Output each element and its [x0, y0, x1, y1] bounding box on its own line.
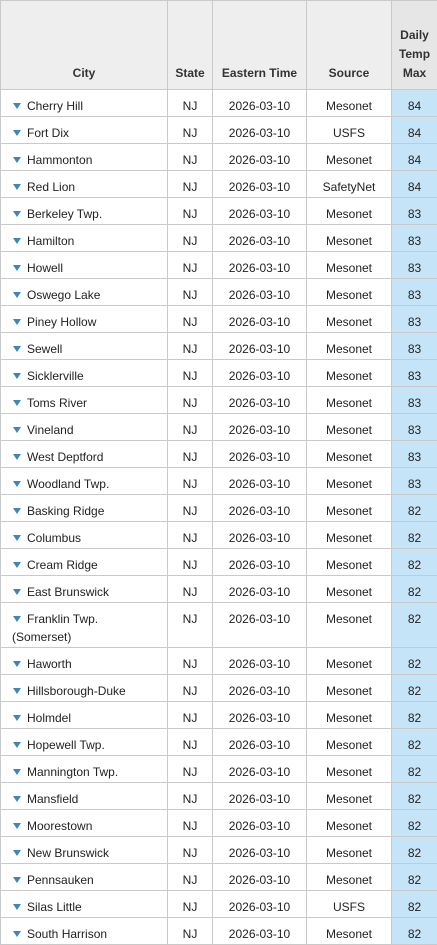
temp-header-line-3: Max [403, 66, 426, 80]
cell-eastern-time: 2026-03-10 [213, 675, 307, 702]
cell-state: NJ [168, 495, 213, 522]
cell-city[interactable] [1, 225, 168, 252]
cell-eastern-time: 2026-03-10 [213, 117, 307, 144]
cell-state: NJ [168, 306, 213, 333]
cell-source: Mesonet [307, 468, 392, 495]
cell-city[interactable] [1, 468, 168, 495]
cell-city[interactable] [1, 864, 168, 891]
cell-eastern-time: 2026-03-10 [213, 279, 307, 306]
table-row[interactable] [1, 576, 437, 603]
cell-state: NJ [168, 864, 213, 891]
triangle-down-icon[interactable] [13, 292, 21, 298]
triangle-down-icon[interactable] [13, 508, 21, 514]
cell-eastern-time: 2026-03-10 [213, 603, 307, 648]
table-row[interactable] [1, 729, 437, 756]
table-row[interactable] [1, 864, 437, 891]
cell-daily-temp-max: 82 [392, 756, 437, 783]
cell-daily-temp-max: 82 [392, 783, 437, 810]
cell-source: Mesonet [307, 756, 392, 783]
cell-city[interactable] [1, 171, 168, 198]
cell-city[interactable] [1, 576, 168, 603]
cell-eastern-time: 2026-03-10 [213, 891, 307, 918]
cell-daily-temp-max: 82 [392, 810, 437, 837]
cell-source: Mesonet [307, 549, 392, 576]
city-name: East Brunswick [27, 585, 109, 599]
cell-state: NJ [168, 522, 213, 549]
triangle-down-icon[interactable] [13, 211, 21, 217]
triangle-down-icon[interactable] [13, 103, 21, 109]
triangle-down-icon[interactable] [13, 319, 21, 325]
city-name: Toms River [27, 396, 87, 410]
cell-daily-temp-max: 82 [392, 576, 437, 603]
header-row [1, 1, 437, 90]
cell-state: NJ [168, 468, 213, 495]
cell-state: NJ [168, 252, 213, 279]
cell-state: NJ [168, 333, 213, 360]
city-name: Woodland Twp. [27, 477, 109, 491]
cell-eastern-time: 2026-03-10 [213, 252, 307, 279]
cell-city[interactable] [1, 891, 168, 918]
cell-daily-temp-max: 82 [392, 864, 437, 891]
cell-eastern-time: 2026-03-10 [213, 756, 307, 783]
cell-state: NJ [168, 837, 213, 864]
table-row[interactable] [1, 918, 437, 945]
triangle-down-icon[interactable] [13, 796, 21, 802]
city-name-line-2: (Somerset) [12, 628, 167, 646]
triangle-down-icon[interactable] [13, 616, 21, 622]
triangle-down-icon[interactable] [13, 238, 21, 244]
table-row[interactable] [1, 144, 437, 171]
cell-source: Mesonet [307, 675, 392, 702]
table-row[interactable] [1, 441, 437, 468]
city-name: Berkeley Twp. [27, 207, 102, 221]
cell-daily-temp-max: 84 [392, 90, 437, 117]
triangle-down-icon[interactable] [13, 931, 21, 937]
city-name: Cream Ridge [27, 558, 98, 572]
cell-source: Mesonet [307, 144, 392, 171]
city-name: Holmdel [27, 711, 71, 725]
cell-daily-temp-max: 83 [392, 333, 437, 360]
cell-eastern-time: 2026-03-10 [213, 576, 307, 603]
cell-daily-temp-max: 82 [392, 522, 437, 549]
city-name: Oswego Lake [27, 288, 100, 302]
cell-daily-temp-max: 82 [392, 837, 437, 864]
table-row[interactable] [1, 360, 437, 387]
cell-eastern-time: 2026-03-10 [213, 702, 307, 729]
cell-city[interactable] [1, 90, 168, 117]
cell-eastern-time: 2026-03-10 [213, 837, 307, 864]
city-name: Howell [27, 261, 63, 275]
city-name: South Harrison [27, 927, 107, 941]
cell-city[interactable] [1, 360, 168, 387]
city-name: Sewell [27, 342, 62, 356]
cell-daily-temp-max: 83 [392, 387, 437, 414]
cell-eastern-time: 2026-03-10 [213, 918, 307, 945]
cell-city[interactable] [1, 441, 168, 468]
table-row[interactable] [1, 549, 437, 576]
cell-state: NJ [168, 918, 213, 945]
cell-eastern-time: 2026-03-10 [213, 549, 307, 576]
cell-state: NJ [168, 360, 213, 387]
cell-state: NJ [168, 414, 213, 441]
table-row[interactable] [1, 198, 437, 225]
table-row[interactable] [1, 783, 437, 810]
triangle-down-icon[interactable] [13, 715, 21, 721]
triangle-down-icon[interactable] [13, 688, 21, 694]
city-name: Piney Hollow [27, 315, 96, 329]
city-name: Red Lion [27, 180, 75, 194]
column-header-daily-temp-max[interactable] [392, 1, 437, 90]
triangle-down-icon[interactable] [13, 535, 21, 541]
cell-state: NJ [168, 225, 213, 252]
cell-city[interactable] [1, 306, 168, 333]
cell-source: Mesonet [307, 603, 392, 648]
city-name: Mansfield [27, 792, 78, 806]
cell-state: NJ [168, 702, 213, 729]
cell-source: Mesonet [307, 252, 392, 279]
city-name: Hammonton [27, 153, 92, 167]
triangle-down-icon[interactable] [13, 265, 21, 271]
triangle-down-icon[interactable] [13, 769, 21, 775]
cell-eastern-time: 2026-03-10 [213, 387, 307, 414]
cell-eastern-time: 2026-03-10 [213, 333, 307, 360]
city-name: Basking Ridge [27, 504, 104, 518]
cell-eastern-time: 2026-03-10 [213, 810, 307, 837]
cell-state: NJ [168, 90, 213, 117]
cell-state: NJ [168, 144, 213, 171]
triangle-down-icon[interactable] [13, 184, 21, 190]
cell-city[interactable] [1, 549, 168, 576]
cell-city[interactable] [1, 729, 168, 756]
cell-source: Mesonet [307, 783, 392, 810]
cell-source: Mesonet [307, 333, 392, 360]
cell-city[interactable] [1, 810, 168, 837]
cell-eastern-time: 2026-03-10 [213, 441, 307, 468]
cell-daily-temp-max: 84 [392, 144, 437, 171]
column-header-state[interactable]: State [168, 1, 213, 90]
city-name: Fort Dix [27, 126, 69, 140]
cell-source: USFS [307, 891, 392, 918]
triangle-down-icon[interactable] [13, 823, 21, 829]
triangle-down-icon[interactable] [13, 661, 21, 667]
cell-eastern-time: 2026-03-10 [213, 90, 307, 117]
table-body [1, 90, 437, 945]
city-name: Pennsauken [27, 873, 94, 887]
table-row[interactable] [1, 810, 437, 837]
cell-daily-temp-max: 83 [392, 306, 437, 333]
cell-state: NJ [168, 198, 213, 225]
city-name: West Deptford [27, 450, 103, 464]
table-row[interactable] [1, 702, 437, 729]
cell-eastern-time: 2026-03-10 [213, 198, 307, 225]
table-row[interactable] [1, 225, 437, 252]
temp-header-line-2: Temp [399, 47, 430, 61]
cell-source: Mesonet [307, 864, 392, 891]
triangle-down-icon[interactable] [13, 157, 21, 163]
cell-daily-temp-max: 83 [392, 441, 437, 468]
triangle-down-icon[interactable] [13, 346, 21, 352]
cell-state: NJ [168, 891, 213, 918]
cell-eastern-time: 2026-03-10 [213, 171, 307, 198]
cell-eastern-time: 2026-03-10 [213, 414, 307, 441]
cell-city[interactable] [1, 333, 168, 360]
column-header-city[interactable]: City [1, 1, 168, 90]
triangle-down-icon[interactable] [13, 481, 21, 487]
cell-daily-temp-max: 83 [392, 360, 437, 387]
cell-city[interactable] [1, 648, 168, 675]
table-row[interactable] [1, 117, 437, 144]
triangle-down-icon[interactable] [13, 877, 21, 883]
cell-state: NJ [168, 117, 213, 144]
triangle-down-icon[interactable] [13, 589, 21, 595]
table-row[interactable] [1, 171, 437, 198]
cell-source: Mesonet [307, 387, 392, 414]
cell-city[interactable] [1, 837, 168, 864]
cell-daily-temp-max: 82 [392, 729, 437, 756]
cell-state: NJ [168, 729, 213, 756]
cell-state: NJ [168, 783, 213, 810]
triangle-down-icon[interactable] [13, 400, 21, 406]
cell-daily-temp-max: 82 [392, 918, 437, 945]
triangle-down-icon[interactable] [13, 427, 21, 433]
cell-daily-temp-max: 83 [392, 468, 437, 495]
cell-daily-temp-max: 82 [392, 675, 437, 702]
table-row[interactable] [1, 468, 437, 495]
cell-eastern-time: 2026-03-10 [213, 225, 307, 252]
table-header [1, 1, 437, 90]
cell-eastern-time: 2026-03-10 [213, 864, 307, 891]
cell-source: Mesonet [307, 279, 392, 306]
triangle-down-icon[interactable] [13, 454, 21, 460]
table-row[interactable] [1, 837, 437, 864]
cell-city[interactable] [1, 387, 168, 414]
city-name: Columbus [27, 531, 81, 545]
triangle-down-icon[interactable] [13, 850, 21, 856]
cell-state: NJ [168, 441, 213, 468]
triangle-down-icon[interactable] [13, 562, 21, 568]
table-row[interactable] [1, 387, 437, 414]
cell-source: Mesonet [307, 729, 392, 756]
table-row[interactable] [1, 603, 437, 648]
cell-daily-temp-max: 84 [392, 117, 437, 144]
cell-city[interactable] [1, 756, 168, 783]
cell-daily-temp-max: 82 [392, 549, 437, 576]
cell-source: Mesonet [307, 810, 392, 837]
cell-daily-temp-max: 83 [392, 252, 437, 279]
cell-state: NJ [168, 648, 213, 675]
table-row[interactable] [1, 306, 437, 333]
cell-city[interactable] [1, 783, 168, 810]
city-name: Hopewell Twp. [27, 738, 105, 752]
cell-state: NJ [168, 675, 213, 702]
table-row[interactable] [1, 522, 437, 549]
city-name: Silas Little [27, 900, 82, 914]
city-name: Mannington Twp. [27, 765, 118, 779]
cell-city[interactable] [1, 918, 168, 945]
cell-eastern-time: 2026-03-10 [213, 468, 307, 495]
cell-city[interactable] [1, 414, 168, 441]
cell-city[interactable] [1, 675, 168, 702]
table-row[interactable] [1, 90, 437, 117]
cell-source: Mesonet [307, 360, 392, 387]
cell-state: NJ [168, 549, 213, 576]
cell-state: NJ [168, 810, 213, 837]
city-name: Sicklerville [27, 369, 84, 383]
table-row[interactable] [1, 675, 437, 702]
triangle-down-icon[interactable] [13, 742, 21, 748]
cell-source: Mesonet [307, 90, 392, 117]
city-name: Vineland [27, 423, 74, 437]
table-row[interactable] [1, 891, 437, 918]
cell-eastern-time: 2026-03-10 [213, 495, 307, 522]
temp-header-line-1: Daily [400, 28, 429, 42]
triangle-down-icon[interactable] [13, 904, 21, 910]
cell-source: Mesonet [307, 576, 392, 603]
triangle-down-icon[interactable] [13, 373, 21, 379]
cell-city[interactable] [1, 702, 168, 729]
cell-city[interactable] [1, 522, 168, 549]
cell-daily-temp-max: 82 [392, 891, 437, 918]
cell-city[interactable] [1, 144, 168, 171]
cell-daily-temp-max: 84 [392, 171, 437, 198]
cell-state: NJ [168, 576, 213, 603]
cell-eastern-time: 2026-03-10 [213, 360, 307, 387]
cell-source: Mesonet [307, 225, 392, 252]
cell-daily-temp-max: 82 [392, 603, 437, 648]
cell-daily-temp-max: 83 [392, 414, 437, 441]
cell-eastern-time: 2026-03-10 [213, 144, 307, 171]
cell-daily-temp-max: 82 [392, 648, 437, 675]
cell-city[interactable] [1, 117, 168, 144]
cell-city[interactable] [1, 252, 168, 279]
cell-city[interactable] [1, 495, 168, 522]
cell-daily-temp-max: 82 [392, 702, 437, 729]
cell-source: Mesonet [307, 414, 392, 441]
cell-source: SafetyNet [307, 171, 392, 198]
cell-source: Mesonet [307, 522, 392, 549]
cell-source: Mesonet [307, 648, 392, 675]
cell-source: Mesonet [307, 837, 392, 864]
table-row[interactable] [1, 495, 437, 522]
cell-source: Mesonet [307, 306, 392, 333]
cell-daily-temp-max: 82 [392, 495, 437, 522]
city-name: Cherry Hill [27, 99, 83, 113]
city-name: Moorestown [27, 819, 92, 833]
city-name: Franklin Twp. [27, 612, 98, 626]
cell-eastern-time: 2026-03-10 [213, 306, 307, 333]
column-header-eastern-time[interactable]: Eastern Time [213, 1, 307, 90]
cell-source: Mesonet [307, 495, 392, 522]
cell-eastern-time: 2026-03-10 [213, 522, 307, 549]
cell-state: NJ [168, 387, 213, 414]
cell-state: NJ [168, 279, 213, 306]
table-row[interactable] [1, 414, 437, 441]
column-header-source[interactable]: Source [307, 1, 392, 90]
cell-source: Mesonet [307, 918, 392, 945]
cell-city[interactable] [1, 603, 168, 648]
cell-state: NJ [168, 171, 213, 198]
cell-source: Mesonet [307, 702, 392, 729]
cell-eastern-time: 2026-03-10 [213, 729, 307, 756]
city-name: New Brunswick [27, 846, 109, 860]
cell-daily-temp-max: 83 [392, 198, 437, 225]
cell-state: NJ [168, 603, 213, 648]
city-name: Haworth [27, 657, 72, 671]
cell-daily-temp-max: 83 [392, 279, 437, 306]
table-row[interactable] [1, 279, 437, 306]
cell-eastern-time: 2026-03-10 [213, 783, 307, 810]
cell-source: USFS [307, 117, 392, 144]
cell-daily-temp-max: 83 [392, 225, 437, 252]
city-name: Hamilton [27, 234, 74, 248]
triangle-down-icon[interactable] [13, 130, 21, 136]
table-row[interactable] [1, 648, 437, 675]
table-row[interactable] [1, 252, 437, 279]
cell-source: Mesonet [307, 441, 392, 468]
table-row[interactable] [1, 756, 437, 783]
cell-source: Mesonet [307, 198, 392, 225]
cell-city[interactable] [1, 279, 168, 306]
table-row[interactable] [1, 333, 437, 360]
city-name: Hillsborough-Duke [27, 684, 126, 698]
cell-city[interactable] [1, 198, 168, 225]
cell-state: NJ [168, 756, 213, 783]
cell-eastern-time: 2026-03-10 [213, 648, 307, 675]
